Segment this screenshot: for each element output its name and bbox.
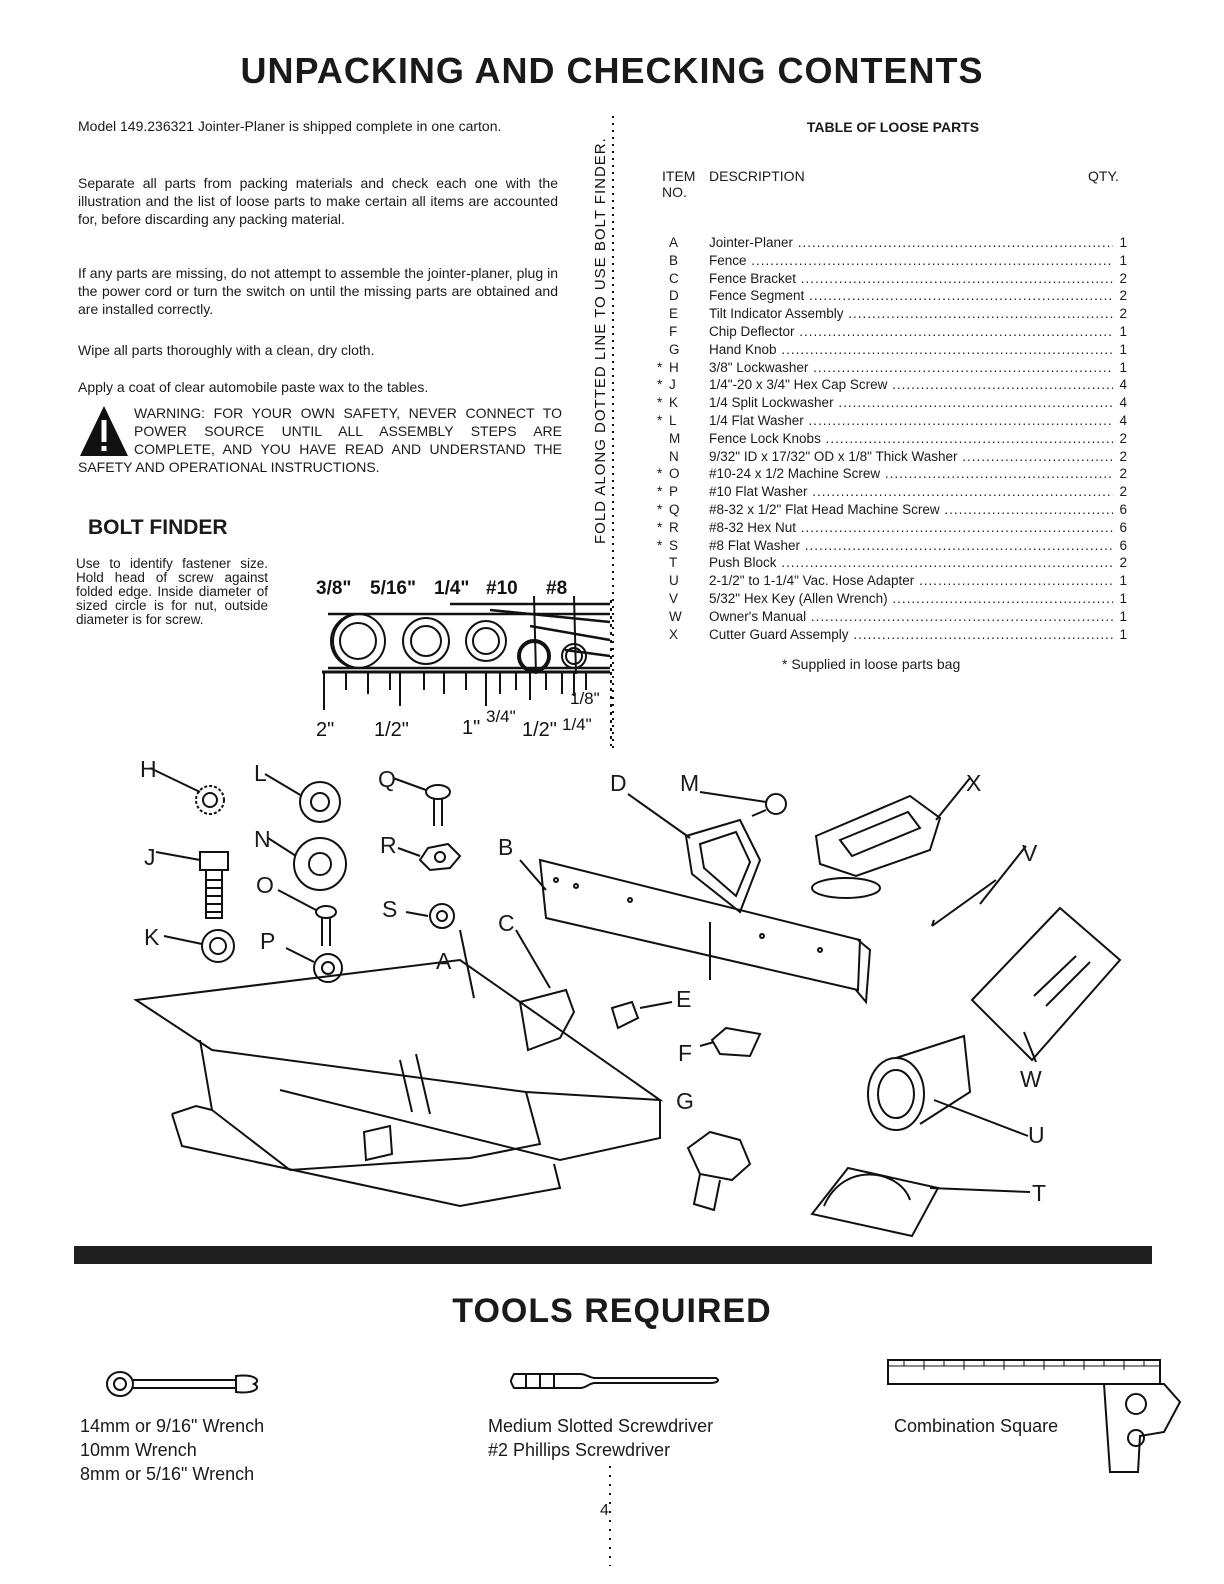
callout-A: A [436, 948, 452, 974]
callout-B: B [498, 834, 514, 860]
callout-X: X [966, 770, 982, 796]
parts-row: * S #8 Flat Washer ..... 6 [657, 537, 1127, 555]
callout-V: V [1022, 840, 1038, 866]
parts-row: * H 3/8" Lockwasher ..... 1 [657, 359, 1127, 377]
callout-W: W [1020, 1066, 1042, 1092]
scale-label-1in: 1" [462, 717, 481, 739]
callout-K: K [144, 924, 160, 950]
tool-combination-square: Combination Square [894, 1416, 1059, 1436]
parts-col-qty: QTY. [1088, 168, 1119, 184]
parts-row: N 9/32" ID x 17/32" OD x 1/8" Thick Washer ..... 2 [657, 448, 1127, 466]
parts-col-description: DESCRIPTION [709, 168, 805, 184]
scale-label-1-8: 1/8" [570, 689, 600, 708]
callout-M: M [680, 770, 700, 796]
parts-row: T Push Block ..... 2 [657, 554, 1127, 572]
fold-line [575, 112, 615, 752]
parts-row: V 5/32" Hex Key (Allen Wrench) ..... 1 [657, 590, 1127, 608]
parts-row: C Fence Bracket ..... 2 [657, 270, 1127, 288]
callout-U: U [1028, 1122, 1045, 1148]
screwdriver-list [488, 1414, 713, 1462]
page-number: 4 [600, 1502, 609, 1519]
bolt-finder-gauge [300, 570, 620, 750]
intro-paragraph-5: Apply a coat of clear automobile paste wax to the tables. [78, 379, 429, 395]
parts-list [657, 234, 1127, 643]
section-divider [74, 1246, 1152, 1264]
scale-label-3-4: 3/4" [486, 707, 516, 726]
tool-wrench-14mm: 14mm or 9/16" Wrench [80, 1416, 265, 1436]
parts-row: X Cutter Guard Assemply ..... 1 [657, 626, 1127, 644]
parts-row: B Fence ..... 1 [657, 252, 1127, 270]
intro-paragraph-4: Wipe all parts thoroughly with a clean, dry cloth. [78, 342, 375, 358]
callout-G: G [676, 1088, 694, 1114]
parts-row: * Q #8-32 x 1/2" Flat Head Machine Screw ..... 6 [657, 501, 1127, 519]
wrench-list [80, 1414, 264, 1486]
size-label-1-4: 1/4" [434, 578, 470, 599]
callout-O: O [256, 872, 274, 898]
bolt-finder-text: Use to identify fastener size. Hold head of screw against folded edge. Inside diameter of sized circle is for nut, outside diameter is for screw. [76, 556, 268, 627]
callout-J: J [144, 844, 156, 870]
parts-row: * L 1/4 Flat Washer ..... 4 [657, 412, 1127, 430]
callout-Q: Q [378, 766, 396, 792]
scale-label-half-2: 1/2" [522, 719, 557, 741]
parts-row: * R #8-32 Hex Nut ..... 6 [657, 519, 1127, 537]
callout-N: N [254, 826, 271, 852]
scale-label-1-4: 1/4" [562, 715, 592, 734]
size-label-3-8: 3/8" [316, 578, 352, 599]
fold-line-text: FOLD ALONG DOTTED LINE TO USE BOLT FINDER. [592, 137, 609, 544]
bolt-finder-heading: BOLT FINDER [88, 516, 228, 539]
parts-row: * K 1/4 Split Lockwasher ..... 4 [657, 394, 1127, 412]
callout-L: L [254, 760, 267, 786]
callout-S: S [382, 896, 398, 922]
intro-paragraph-2: Separate all parts from packing materials and check each one with the illustration and the list of loose parts to make certain all items are accounted for, before discarding any packing material. [78, 175, 558, 227]
tool-phillips-screwdriver: #2 Phillips Screwdriver [488, 1440, 671, 1460]
intro-paragraph-3: If any parts are missing, do not attempt to assemble the jointer-planer, plug in the power cord or turn the switch on until the missing parts are obtained and are installed correctly. [78, 265, 558, 317]
callout-R: R [380, 832, 397, 858]
intro-paragraph-1: Model 149.236321 Jointer-Planer is shipped complete in one carton. [78, 118, 502, 134]
tool-slotted-screwdriver: Medium Slotted Screwdriver [488, 1416, 714, 1436]
size-label-8: #8 [546, 578, 568, 599]
warning-block [78, 404, 562, 476]
wrench-icon [104, 1368, 264, 1400]
warning-text: WARNING: FOR YOUR OWN SAFETY, NEVER CONNECT TO POWER SOURCE UNTIL ALL ASSEMBLY STEPS ARE COMPLETE, AND YOU HAVE READ AND UNDERSTAND THE SAFETY AND OPERATIONAL INSTRUCTIONS. [78, 405, 562, 475]
parts-row: W Owner's Manual ..... 1 [657, 608, 1127, 626]
size-label-5-16: 5/16" [370, 578, 416, 599]
parts-row: * P #10 Flat Washer ..... 2 [657, 483, 1127, 501]
screwdriver-icon [510, 1366, 724, 1396]
parts-row: A Jointer-Planer ..... 1 [657, 234, 1127, 252]
callout-P: P [260, 928, 276, 954]
parts-illustration [100, 740, 1200, 1240]
parts-row: * J 1/4"-20 x 3/4" Hex Cap Screw ..... 4 [657, 376, 1127, 394]
parts-col-item: ITEM NO. [662, 168, 696, 200]
parts-table-heading: TABLE OF LOOSE PARTS [806, 119, 980, 135]
parts-row: M Fence Lock Knobs ..... 2 [657, 430, 1127, 448]
tools-title: TOOLS REQUIRED [452, 1292, 772, 1330]
page-title: UNPACKING AND CHECKING CONTENTS [240, 50, 984, 91]
parts-footnote: * Supplied in loose parts bag [782, 656, 961, 672]
callout-T: T [1032, 1180, 1047, 1206]
callout-H: H [140, 756, 157, 782]
callout-F: F [678, 1040, 693, 1066]
size-label-10: #10 [486, 578, 518, 599]
scale-label-2in: 2" [316, 719, 335, 741]
warning-triangle-icon [78, 404, 130, 458]
callout-C: C [498, 910, 515, 936]
tool-wrench-8mm: 8mm or 5/16" Wrench [80, 1464, 255, 1484]
scale-label-half-1: 1/2" [374, 719, 409, 741]
parts-row: D Fence Segment ..... 2 [657, 287, 1127, 305]
parts-row: E Tilt Indicator Assembly ..... 2 [657, 305, 1127, 323]
parts-row: F Chip Deflector ..... 1 [657, 323, 1127, 341]
tool-wrench-10mm: 10mm Wrench [80, 1440, 197, 1460]
callout-E: E [676, 986, 692, 1012]
parts-row: U 2-1/2" to 1-1/4" Vac. Hose Adapter ..... 1 [657, 572, 1127, 590]
callout-D: D [610, 770, 627, 796]
parts-row: * O #10-24 x 1/2 Machine Screw ..... 2 [657, 465, 1127, 483]
parts-row: G Hand Knob ..... 1 [657, 341, 1127, 359]
